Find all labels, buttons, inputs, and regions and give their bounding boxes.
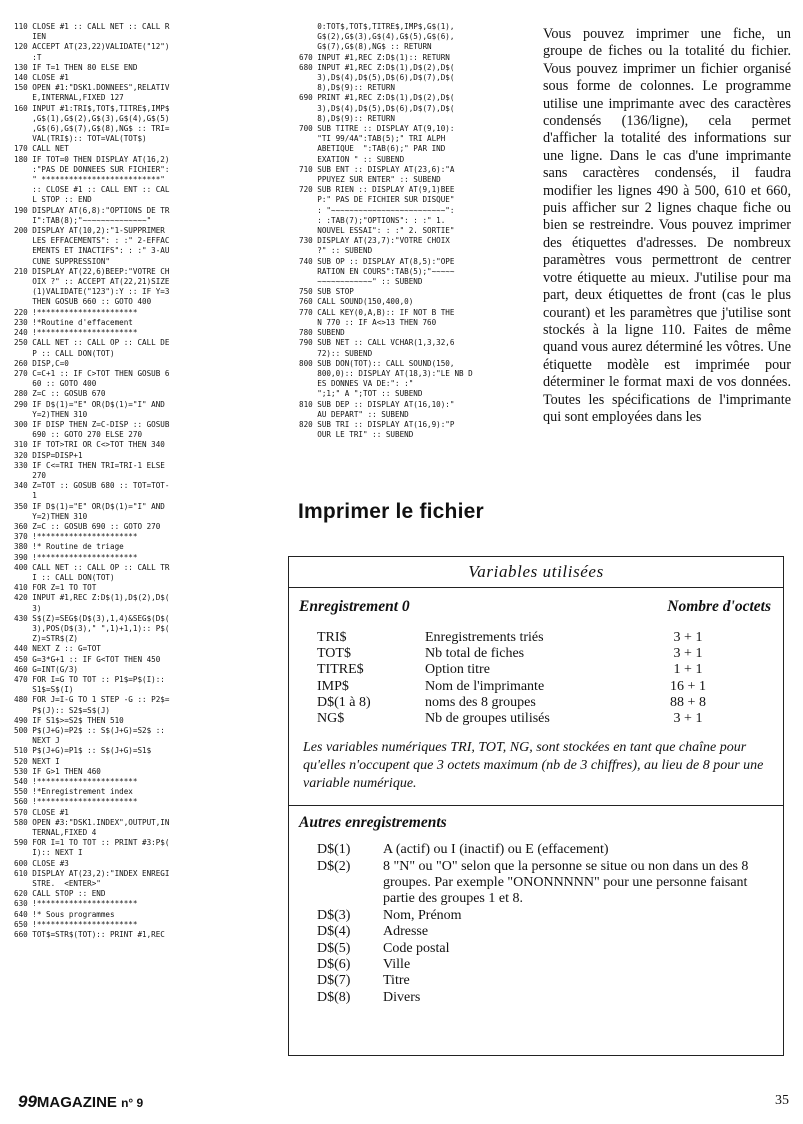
code-line: 290 IF D$(1)="E" OR(D$(1)="I" AND [14,399,165,409]
code-line: 330 IF C<=TRI THEN TRI=TRI-1 ELSE [14,460,165,470]
variable-bytes: 3 + 1 [673,630,703,645]
code-line: 320 DISP=DISP+1 [14,450,83,460]
issue-number: n° 9 [121,1096,144,1110]
code-line: EMENTS ET INACTIFS": : :" 3-AU [14,246,170,256]
record-row [317,990,783,1006]
article-text: Vous pouvez imprimer une fiche, un groupe de fiches ou la totalité du fichier. Vous pouvez imprimer un fichier organisé sous forme de colonnes. Le programme utilise une imprimante avec des caractères condensés (136/ligne), cela permet d'afficher la totalité des informations sur une ligne. Dans le cas d'une imprimante sans caractères condensés, il faudra modifier les lignes 490 à 500, 610 et 660, puis afficher sur 2 lignes chaque fiche ou bien se restreindre. Vous pouvez imprimer des étiquettes d'adresses. De nombreux paramètres vous permettront de centrer votre étiquette au mieux. J'utilise pour ma part, deux étiquettes de front (cas le plus courant) et les paramètres que j'utilise sont stockés à la ligne 110. Faites de même quand vous aurez déterminé les vôtres. Une étiquette modèle est imprimée pour déterminer le format maxi de vos données. Toutes les spécifications de l'imprimante qui sont employées dans les [543,26,791,425]
code-line: ABETIQUE ":TAB(6);" PAR IND [299,144,446,154]
variable-description: Option titre [425,662,490,678]
record-description: Divers [383,989,421,1005]
code-line: I :: CALL DON(TOT) [14,572,115,582]
variable-row [317,630,783,646]
code-line: OUR LE TRI" :: SUBEND [299,430,414,440]
variable-description: Nom de l'imprimante [425,678,545,694]
basic-listing-column-1 [14,22,284,940]
code-line: RATION EN COURS":TAB(5);"~~~~~ [299,266,455,276]
code-line: Y=2)THEN 310 [14,409,88,419]
code-line: 170 CALL NET [14,144,69,154]
code-line: 800,0):: DISPLAY AT(18,3):"LE NB D [299,368,473,378]
bytes-column-label: Nombre d'octets [667,598,771,615]
code-line: 600 CLOSE #3 [14,858,69,868]
code-line: ";1;" A ";TOT :: SUBEND [299,389,423,399]
code-line: LES EFFACEMENTS": : :" 2-EFFAC [14,236,170,246]
code-line: 380 !* Routine de triage [14,542,124,552]
variable-row [317,695,783,711]
code-line: G$(7),G$(8),NG$ :: RETURN [299,42,432,52]
code-line: 520 NEXT I [14,756,60,766]
record-name: D$(1) [317,842,351,858]
variable-name: TRI$ [317,630,347,645]
code-line: 8),D$(9):: RETURN [299,113,396,123]
record-zero-header [289,588,783,616]
other-records-list [317,842,783,1006]
code-line: 620 CALL STOP :: END [14,889,106,899]
code-line: P$(J):: S2$=S$(J) [14,705,111,715]
record-row [317,908,783,924]
code-line: 800 SUB DON(TOT):: CALL SOUND(150, [299,358,455,368]
variable-row [317,711,783,727]
code-line: 610 DISPLAY AT(23,2):"INDEX ENREGI [14,868,170,878]
page-number: 35 [775,1093,789,1108]
code-line: : "~~~~~~~~~~~~~~~~~~~~~~~~~": [299,205,455,215]
variable-name: TOT$ [317,646,351,662]
code-line: G$(2),G$(3),G$(4),G$(5),G$(6), [299,32,455,42]
code-line: 260 DISP,C=0 [14,358,69,368]
record-name: D$(2) [317,858,351,874]
code-line: 820 SUB TRI :: DISPLAY AT(16,9):"P [299,419,455,429]
code-line: 250 CALL NET :: CALL OP :: CALL DE [14,338,170,348]
code-line: 150 OPEN #1:"DSK1.DONNEES",RELATIV [14,83,170,93]
code-line: 60 :: GOTO 400 [14,379,97,389]
variable-bytes: 3 + 1 [673,711,703,727]
other-records-header: Autres enregistrements [299,814,447,832]
variable-description: noms des 8 groupes [425,694,536,710]
code-line: 8),D$(9):: RETURN [299,83,396,93]
code-line: 270 [14,470,47,480]
code-line: 350 IF D$(1)="E" OR(D$(1)="I" AND [14,501,165,511]
code-line: E,INTERNAL,FIXED 127 [14,93,124,103]
code-line: Y=2)THEN 310 [14,511,88,521]
code-line: 680 INPUT #1,REC Z:D$(1),D$(2),D$( [299,62,455,72]
variable-name: IMP$ [317,678,349,694]
code-line: ,G$(1),G$(2),G$(3),G$(4),G$(5) [14,113,170,123]
variable-name: NG$ [317,711,345,727]
code-line: THEN GOSUB 660 :: GOTO 400 [14,297,152,307]
code-line: 700 SUB TITRE :: DISPLAY AT(9,10): [299,124,455,134]
record-description: Titre [383,973,410,989]
code-line: 690 :: GOTO 270 ELSE 270 [14,430,143,440]
record-description: Nom, Prénom [383,907,462,923]
code-line: 480 FOR J=I-G TO 1 STEP -G :: P2$= [14,695,170,705]
code-line: ?" :: SUBEND [299,246,373,256]
magazine-logo: 99 [18,1092,37,1111]
code-line: 760 CALL SOUND(150,400,0) [299,297,414,307]
code-line: 670 INPUT #1,REC Z:D$(1):: RETURN [299,52,450,62]
code-line: 420 INPUT #1,REC Z:D$(1),D$(2),D$( [14,593,170,603]
code-line: P :: CALL DON(TOT) [14,348,115,358]
variable-description: Enregistrements triés [425,630,544,645]
code-line: 460 G=INT(G/3) [14,664,79,674]
code-line: : :TAB(7);"OPTIONS": : :" 1. [299,215,446,225]
magazine-name: MAGAZINE [36,1094,117,1111]
code-line: I):: NEXT I [14,848,83,858]
code-line: :: CLOSE #1 :: CALL ENT :: CAL [14,185,170,195]
code-line: 810 SUB DEP :: DISPLAY AT(16,10):" [299,399,455,409]
code-line: 190 DISPLAY AT(6,8):"OPTIONS DE TR [14,205,170,215]
code-line: 770 CALL KEY(0,A,B):: IF NOT B THE [299,307,455,317]
code-line: 400 CALL NET :: CALL OP :: CALL TR [14,562,170,572]
code-line: 660 TOT$=STR$(TOT):: PRINT #1,REC [14,930,165,940]
variable-name: D$(1 à 8) [317,694,371,710]
code-line: 650 !********************** [14,919,138,929]
record-name: D$(4) [317,924,351,940]
code-line: 710 SUB ENT :: DISPLAY AT(23,6):"A [299,164,455,174]
code-line: 1 [14,491,37,501]
code-line: 230 !*Routine d'effacement [14,317,133,327]
code-line: "TI 99/4A":TAB(5);" TRI ALPH [299,134,446,144]
code-line: :"PAS DE DONNEES SUR FICHIER": [14,164,170,174]
variables-box-title: Variables utilisées [289,557,783,588]
code-line: 510 P$(J+G)=P1$ :: S$(J+G)=S1$ [14,746,152,756]
variable-description: Nb total de fiches [425,646,525,662]
code-line: 0:TOT$,TOT$,TITRE$,IMP$,G$(1), [299,22,455,31]
code-line: 490 IF S1$>=S2$ THEN 510 [14,715,124,725]
code-line: 500 P$(J+G)=P2$ :: S$(J+G)=S2$ :: [14,726,165,736]
record-row [317,842,783,858]
variable-row [317,646,783,662]
record-name: D$(6) [317,957,351,973]
code-line: S1$=S$(I) [14,685,74,695]
code-line: 270 C=C+1 :: IF C>TOT THEN GOSUB 6 [14,368,170,378]
code-line: 440 NEXT Z :: G=TOT [14,644,101,654]
code-line: ~~~~~~~~~~~~" :: SUBEND [299,277,423,287]
variables-table [317,630,783,727]
code-line: 340 Z=TOT :: GOSUB 680 :: TOT=TOT- [14,481,170,491]
code-line: NOUVEL ESSAI": : :" 2. SORTIE" [299,226,455,236]
code-line: 470 FOR I=G TO TOT :: P1$=P$(I):: [14,675,165,684]
variable-bytes: 88 + 8 [670,694,706,710]
code-line: 3),POS(D$(3)," ",1)+1,1):: P$( [14,623,170,633]
code-line: 3) [14,603,42,613]
variable-description: Nb de groupes utilisés [425,711,550,727]
record-row [317,859,783,908]
code-line: 200 DISPLAY AT(10,2):"1-SUPPRIMER [14,226,165,236]
code-line: 3),D$(4),D$(5),D$(6),D$(7),D$( [299,103,455,113]
record-zero-label: Enregistrement 0 [299,598,410,615]
code-line: 240 !********************** [14,328,138,338]
code-line: 390 !********************** [14,552,138,562]
code-line: 310 IF TOT>TRI OR C<>TOT THEN 340 [14,440,165,450]
code-line: 740 SUB OP :: DISPLAY AT(8,5):"OPE [299,256,455,266]
variable-row [317,662,783,678]
code-line: 300 IF DISP THEN Z=C-DISP :: GOSUB [14,419,170,429]
code-line: STRE. <ENTER>" [14,879,101,889]
code-line: (1)VALIDATE("123"):Y :: IF Y=3 [14,287,170,297]
basic-listing-column-2 [299,22,531,440]
code-line: 580 OPEN #3:"DSK1.INDEX",OUTPUT,IN [14,817,170,827]
code-line: EXATION " :: SUBEND [299,154,405,164]
code-line: 160 INPUT #1:TRI$,TOT$,TITRE$,IMP$ [14,103,170,113]
code-line: PPUYEZ SUR ENTER" :: SUBEND [299,175,441,185]
variables-box [288,556,784,1056]
code-line: 550 !*Enregistrement index [14,787,133,797]
code-line: 790 SUB NET :: CALL VCHAR(1,3,32,6 [299,338,455,348]
code-line: 730 DISPLAY AT(23,7):"VOTRE CHOIX [299,236,450,246]
code-line: 360 Z=C :: GOSUB 690 :: GOTO 270 [14,521,161,531]
record-row [317,941,783,957]
code-line: 540 !********************** [14,777,138,787]
code-line: AU DEPART" :: SUBEND [299,409,409,419]
code-line: L STOP :: END [14,195,92,205]
code-line: 140 CLOSE #1 [14,73,69,83]
code-line: IEN [14,32,47,42]
variables-note: Les variables numériques TRI, TOT, NG, sont stockées en tant que chaîne pour qu'elles n'occupent que 3 octets maximum (nb de 3 chiffres), au lieu de 8 pour une variable numérique. [303,740,764,792]
variable-bytes: 1 + 1 [673,662,703,678]
code-line: OIX ?" :: ACCEPT AT(22,21)SIZE [14,277,170,287]
record-description: Adresse [383,924,429,940]
code-line: 280 Z=C :: GOSUB 670 [14,389,106,399]
code-line: 72):: SUBEND [299,348,373,358]
code-line: 560 !********************** [14,797,138,807]
code-line: N 770 :: IF A<>13 THEN 760 [299,317,437,327]
code-line: 630 !********************** [14,899,138,909]
code-line: 780 SUBEND [299,328,345,338]
code-line: CUNE SUPPRESSION" [14,256,111,266]
code-line: 720 SUB RIEN :: DISPLAY AT(9,1)BEE [299,185,455,195]
code-line: ES DONNES VA DE:": :" [299,379,414,389]
code-line: 590 FOR I=1 TO TOT :: PRINT #3:P$( [14,838,170,848]
code-line: VAL(TRI$):: TOT=VAL(TOT$) [14,134,147,144]
code-line: NEXT J [14,736,60,746]
record-description: Ville [383,957,411,973]
record-description: Code postal [383,940,450,956]
code-line: 210 DISPLAY AT(22,6)BEEP:"VOTRE CH [14,266,170,276]
code-line: " **************************" [14,175,165,185]
code-line: ,G$(6),G$(7),G$(8),NG$ :: TRI= [14,124,170,134]
code-line: 640 !* Sous programmes [14,909,115,919]
record-description: A (actif) ou I (inactif) ou E (effacement) [383,842,609,858]
magazine-footer [18,1092,143,1112]
code-line: 570 CLOSE #1 [14,807,69,817]
record-row [317,973,783,989]
code-line: 750 SUB STOP [299,287,354,297]
code-line: TERNAL,FIXED 4 [14,828,97,838]
code-line: :T [14,52,42,62]
code-line: 690 PRINT #1,REC Z:D$(1),D$(2),D$( [299,93,455,103]
code-line: 130 IF T=1 THEN 80 ELSE END [14,62,138,72]
record-name: D$(7) [317,973,351,989]
code-line: I":TAB(8);"~~~~~~~~~~~~~~" [14,215,152,225]
code-line: 410 FOR Z=1 TO TOT [14,583,97,593]
code-line: 120 ACCEPT AT(23,22)VALIDATE("12") [14,42,170,52]
variable-name: TITRE$ [317,662,364,678]
code-line: 110 CLOSE #1 :: CALL NET :: CALL R [14,22,170,31]
record-name: D$(5) [317,940,351,956]
code-line: 430 S$(Z)=SEG$(D$(3),1,4)&SEG$(D$( [14,613,170,623]
record-name: D$(8) [317,989,351,1005]
variable-bytes: 3 + 1 [673,646,703,662]
record-description: 8 "N" ou "O" selon que la personne se situe ou non dans un des 8 groupes. Par exemple "ONONNNNN" pour une personne faisant partie des groupes 1 et 8. [383,858,749,907]
code-line: 220 !********************** [14,307,138,317]
record-name: D$(3) [317,907,351,923]
code-line: Z)=STR$(Z) [14,634,79,644]
variable-bytes: 16 + 1 [670,678,706,694]
code-line: 180 IF TOT=0 THEN DISPLAY AT(16,2) [14,154,170,164]
section-heading: Imprimer le fichier [298,500,484,523]
code-line: P:" PAS DE FICHIER SUR DISQUE" [299,195,455,205]
code-line: 3),D$(4),D$(5),D$(6),D$(7),D$( [299,73,455,83]
code-line: 530 IF G>1 THEN 460 [14,766,101,776]
record-row [317,924,783,940]
variable-row [317,679,783,695]
record-row [317,957,783,973]
code-line: 370 !********************** [14,532,138,542]
code-line: 450 G=3*G+1 :: IF G<TOT THEN 450 [14,654,161,664]
